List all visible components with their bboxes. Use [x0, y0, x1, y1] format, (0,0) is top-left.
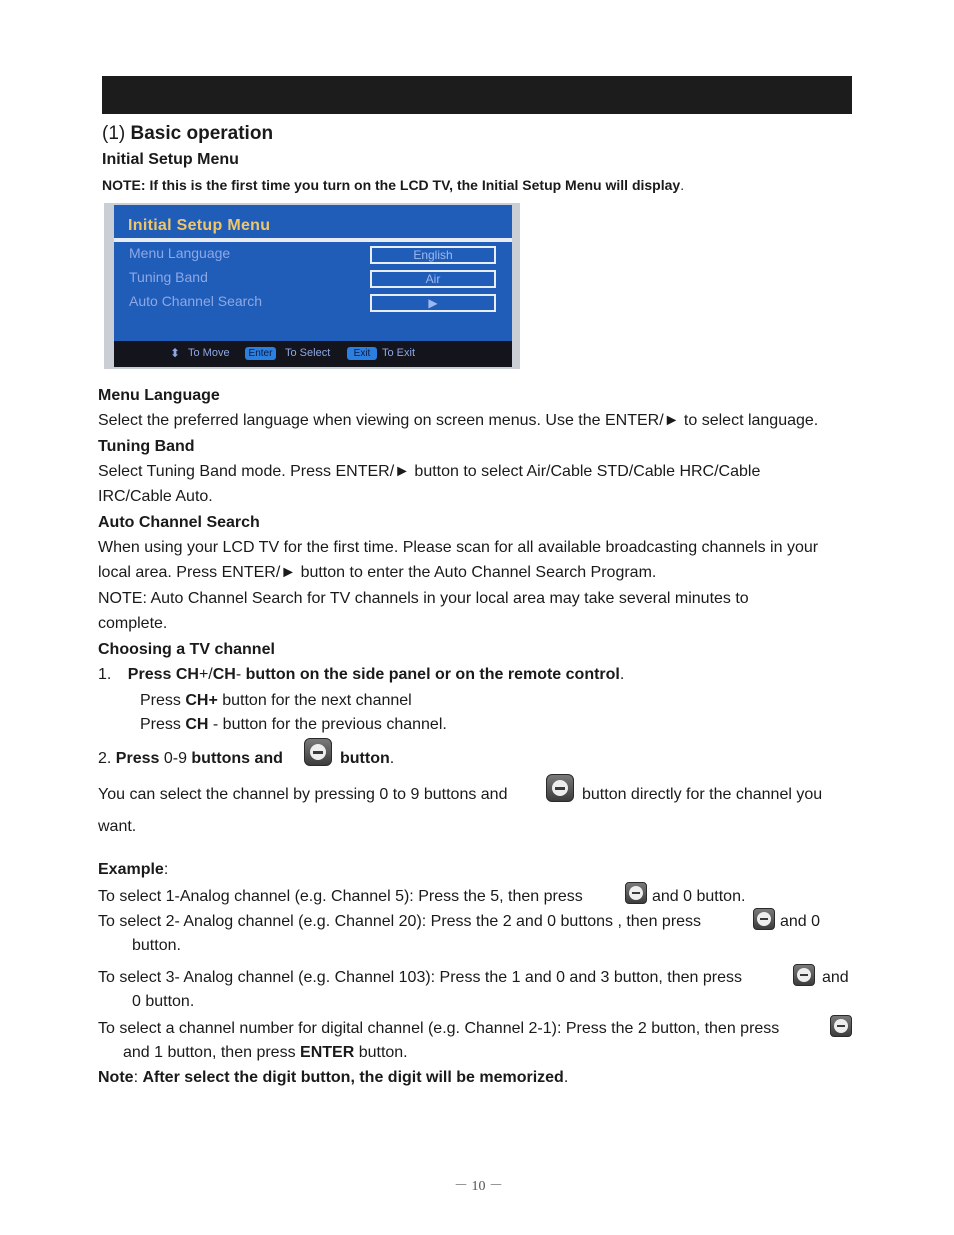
page-number: － 10 － [454, 1179, 503, 1194]
osd-divider [114, 238, 512, 242]
tuning-band-line1: Select Tuning Band mode. Press ENTER/► button to select Air/Cable STD/Cable HRC/Cable [98, 463, 761, 480]
osd-item-tuning-band: Tuning Band [129, 269, 208, 285]
choosing-desc-a: You can select the channel by pressing 0 to 9 buttons and [98, 786, 508, 803]
ch-plus-pre: Press [140, 692, 186, 709]
final-note-end: . [563, 1069, 569, 1086]
step1-f: . [619, 666, 625, 683]
step2-e: . [389, 750, 395, 767]
ch-minus-pre: Press [140, 716, 186, 733]
example-l1a: To select 1-Analog channel (e.g. Channel 5): Press the 5, then press [98, 888, 583, 905]
step1-c: CH [212, 666, 236, 683]
up-down-arrow-icon: ⬍ [170, 346, 181, 360]
osd-exit-label: To Exit [382, 347, 416, 359]
initial-setup-menu-screenshot [104, 203, 520, 369]
example-l2c: button. [132, 937, 181, 954]
note-intro: NOTE: If this is the first time you turn on the LCD TV, the Initial Setup Menu will display. [102, 177, 685, 193]
auto-search-line4: complete. [98, 615, 168, 632]
step1-num: 1. [98, 666, 112, 683]
subtitle: Initial Setup Menu [102, 151, 239, 168]
dash-button-icon [625, 882, 647, 904]
osd-move-label: To Move [188, 347, 230, 359]
dash-button-icon [304, 738, 332, 766]
ch-plus-post: button for the next channel [217, 692, 412, 709]
osd-title: Initial Setup Menu [128, 217, 271, 234]
step2-a: Press [115, 750, 160, 767]
osd-select-label: To Select [285, 347, 331, 359]
example-l3a: To select 3- Analog channel (e.g. Channel 103): Press the 1 and 0 and 3 button, then press [98, 969, 742, 986]
exit-key-icon: Exit [347, 347, 377, 360]
enter-key-icon: Enter [245, 347, 276, 360]
ch-minus-line [140, 716, 447, 734]
example-l3b: and [822, 969, 849, 986]
osd-value-tuning-band: Air [370, 270, 496, 288]
section-title-text: Basic operation [130, 123, 274, 144]
example-heading-text: Example [98, 861, 164, 878]
final-note-text: After select the digit button, the digit will be memorized [142, 1069, 564, 1086]
step1-b: +/ [198, 666, 213, 683]
step2-part2 [340, 750, 394, 768]
example-colon: : [163, 861, 169, 878]
example-l4-enter: ENTER [300, 1044, 355, 1061]
osd-item-auto-channel-search: Auto Channel Search [129, 293, 263, 309]
example-l4d: button. [354, 1044, 408, 1061]
tuning-band-heading: Tuning Band [98, 438, 195, 455]
choosing-desc-b: button directly for the channel you [582, 786, 823, 803]
section-number: (1) [102, 123, 126, 144]
ch-plus-key: CH+ [185, 692, 218, 709]
example-heading [98, 861, 168, 879]
dash-button-icon [753, 908, 775, 930]
dash-button-icon [793, 964, 815, 986]
example-l4b: and 1 button, then press [123, 1044, 301, 1061]
osd-value-auto-channel-search: ▶ [370, 294, 496, 312]
step2-part1 [98, 750, 283, 768]
final-note-colon: : [133, 1069, 143, 1086]
section-title [102, 123, 273, 145]
final-note-label: Note [98, 1069, 134, 1086]
example-l4a: To select a channel number for digital channel (e.g. Channel 2-1): Press the 2 button, then press [98, 1020, 780, 1037]
ch-minus-post: - button for the previous channel. [208, 716, 447, 733]
step1-e: button on the side panel or on the remote control [245, 666, 620, 683]
auto-search-heading: Auto Channel Search [98, 514, 260, 531]
osd-item-menu-language: Menu Language [129, 245, 231, 261]
osd-value-menu-language: English [370, 246, 496, 264]
step1-d: - [235, 666, 246, 683]
ch-minus-key: CH [185, 716, 209, 733]
step2-c: buttons and [191, 750, 283, 767]
auto-search-line2: local area. Press ENTER/► button to enter the Auto Channel Search Program. [98, 564, 657, 581]
menu-language-text: Select the preferred language when viewing on screen menus. Use the ENTER/► to select language. [98, 412, 819, 429]
note-text: : If this is the first time you turn on the LCD TV, the Initial Setup Menu will display [140, 177, 681, 193]
osd-footer [114, 341, 512, 367]
step1-a: Press CH [127, 666, 199, 683]
example-l2b: and 0 [780, 913, 821, 930]
step2-num: 2. [98, 750, 116, 767]
note-label: NOTE [102, 177, 141, 193]
example-l2a: To select 2- Analog channel (e.g. Channel 20): Press the 2 and 0 buttons , then press [98, 913, 702, 930]
dash-button-icon [830, 1015, 852, 1037]
auto-search-line1: When using your LCD TV for the first time. Please scan for all available broadcasting channels in your [98, 539, 819, 556]
example-l4-cont [123, 1044, 408, 1062]
auto-search-line3: NOTE: Auto Channel Search for TV channels in your local area may take several minutes to [98, 590, 749, 607]
step1 [98, 666, 624, 684]
menu-language-heading: Menu Language [98, 387, 220, 404]
ch-plus-line [140, 692, 412, 710]
final-note [98, 1069, 568, 1087]
step2-d: button [340, 750, 390, 767]
osd-panel [114, 205, 512, 367]
example-l1b: and 0 button. [652, 888, 746, 905]
choosing-desc-c: want. [98, 818, 137, 835]
choosing-heading: Choosing a TV channel [98, 641, 275, 658]
step2-b: 0-9 [159, 750, 192, 767]
header-bar [102, 76, 852, 114]
example-l3c: 0 button. [132, 993, 195, 1010]
tuning-band-line2: IRC/Cable Auto. [98, 488, 213, 505]
dash-button-icon [546, 774, 574, 802]
